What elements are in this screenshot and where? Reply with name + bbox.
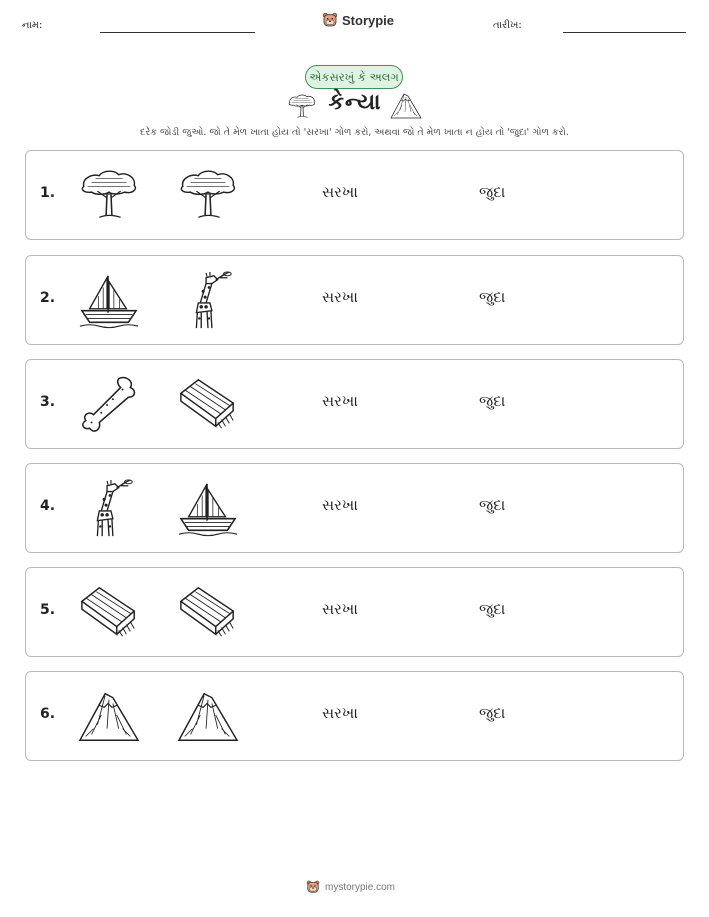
blanket-icon — [177, 374, 239, 436]
activity-tag: એકસરખું કે અલગ — [305, 65, 403, 89]
blanket-icon — [78, 582, 140, 644]
question-row — [25, 463, 684, 553]
option-different[interactable]: જુદા — [479, 704, 506, 722]
option-different[interactable]: જુદા — [479, 288, 506, 306]
brand-name: Storypie — [342, 12, 395, 28]
acacia-tree-icon — [177, 165, 239, 227]
mountain-icon — [177, 686, 239, 748]
bear-icon — [322, 12, 338, 28]
question-row — [25, 671, 684, 761]
date-label: તારીખ: — [493, 20, 522, 31]
question-row — [25, 255, 684, 345]
question-row — [25, 567, 684, 657]
question-row — [25, 150, 684, 240]
acacia-tree-icon — [78, 165, 140, 227]
bone-icon — [78, 374, 140, 436]
giraffe-icon — [78, 478, 140, 540]
brand-logo — [322, 12, 394, 28]
title-row — [0, 88, 709, 122]
question-row — [25, 359, 684, 449]
option-same[interactable]: સરખા — [322, 496, 358, 514]
page-title: કેન્યા — [328, 90, 382, 115]
name-label: નામ: — [22, 20, 43, 31]
date-line[interactable] — [563, 32, 686, 33]
instructions: દરેક જોડી જુઓ. જો તે મેળ ખાતા હોય તો 'સરખા' ગોળ કરો, અથવા જો તે મેળ ખાતા ન હોય તો 'જુદા' ગોળ કરો. — [140, 127, 569, 138]
mountain-icon — [390, 90, 422, 122]
option-same[interactable]: સરખા — [322, 600, 358, 618]
option-same[interactable]: સરખા — [322, 704, 358, 722]
question-number: 5. — [40, 602, 56, 618]
mountain-icon — [78, 686, 140, 748]
blanket-icon — [177, 582, 239, 644]
name-line[interactable] — [100, 32, 255, 33]
option-different[interactable]: જુદા — [479, 496, 506, 514]
option-same[interactable]: સરખા — [322, 288, 358, 306]
question-number: 3. — [40, 394, 56, 410]
option-different[interactable]: જુદા — [479, 600, 506, 618]
sailboat-icon — [177, 478, 239, 540]
question-number: 2. — [40, 290, 56, 306]
acacia-tree-icon — [286, 92, 318, 122]
option-same[interactable]: સરખા — [322, 392, 358, 410]
bear-icon — [306, 880, 320, 894]
option-same[interactable]: સરખા — [322, 183, 358, 201]
giraffe-icon — [177, 270, 239, 332]
question-number: 1. — [40, 185, 56, 201]
footer-url[interactable]: mystorypie.com — [325, 881, 396, 893]
option-different[interactable]: જુદા — [479, 183, 506, 201]
question-number: 4. — [40, 498, 56, 514]
option-different[interactable]: જુદા — [479, 392, 506, 410]
footer — [306, 880, 395, 894]
question-number: 6. — [40, 706, 56, 722]
sailboat-icon — [78, 270, 140, 332]
